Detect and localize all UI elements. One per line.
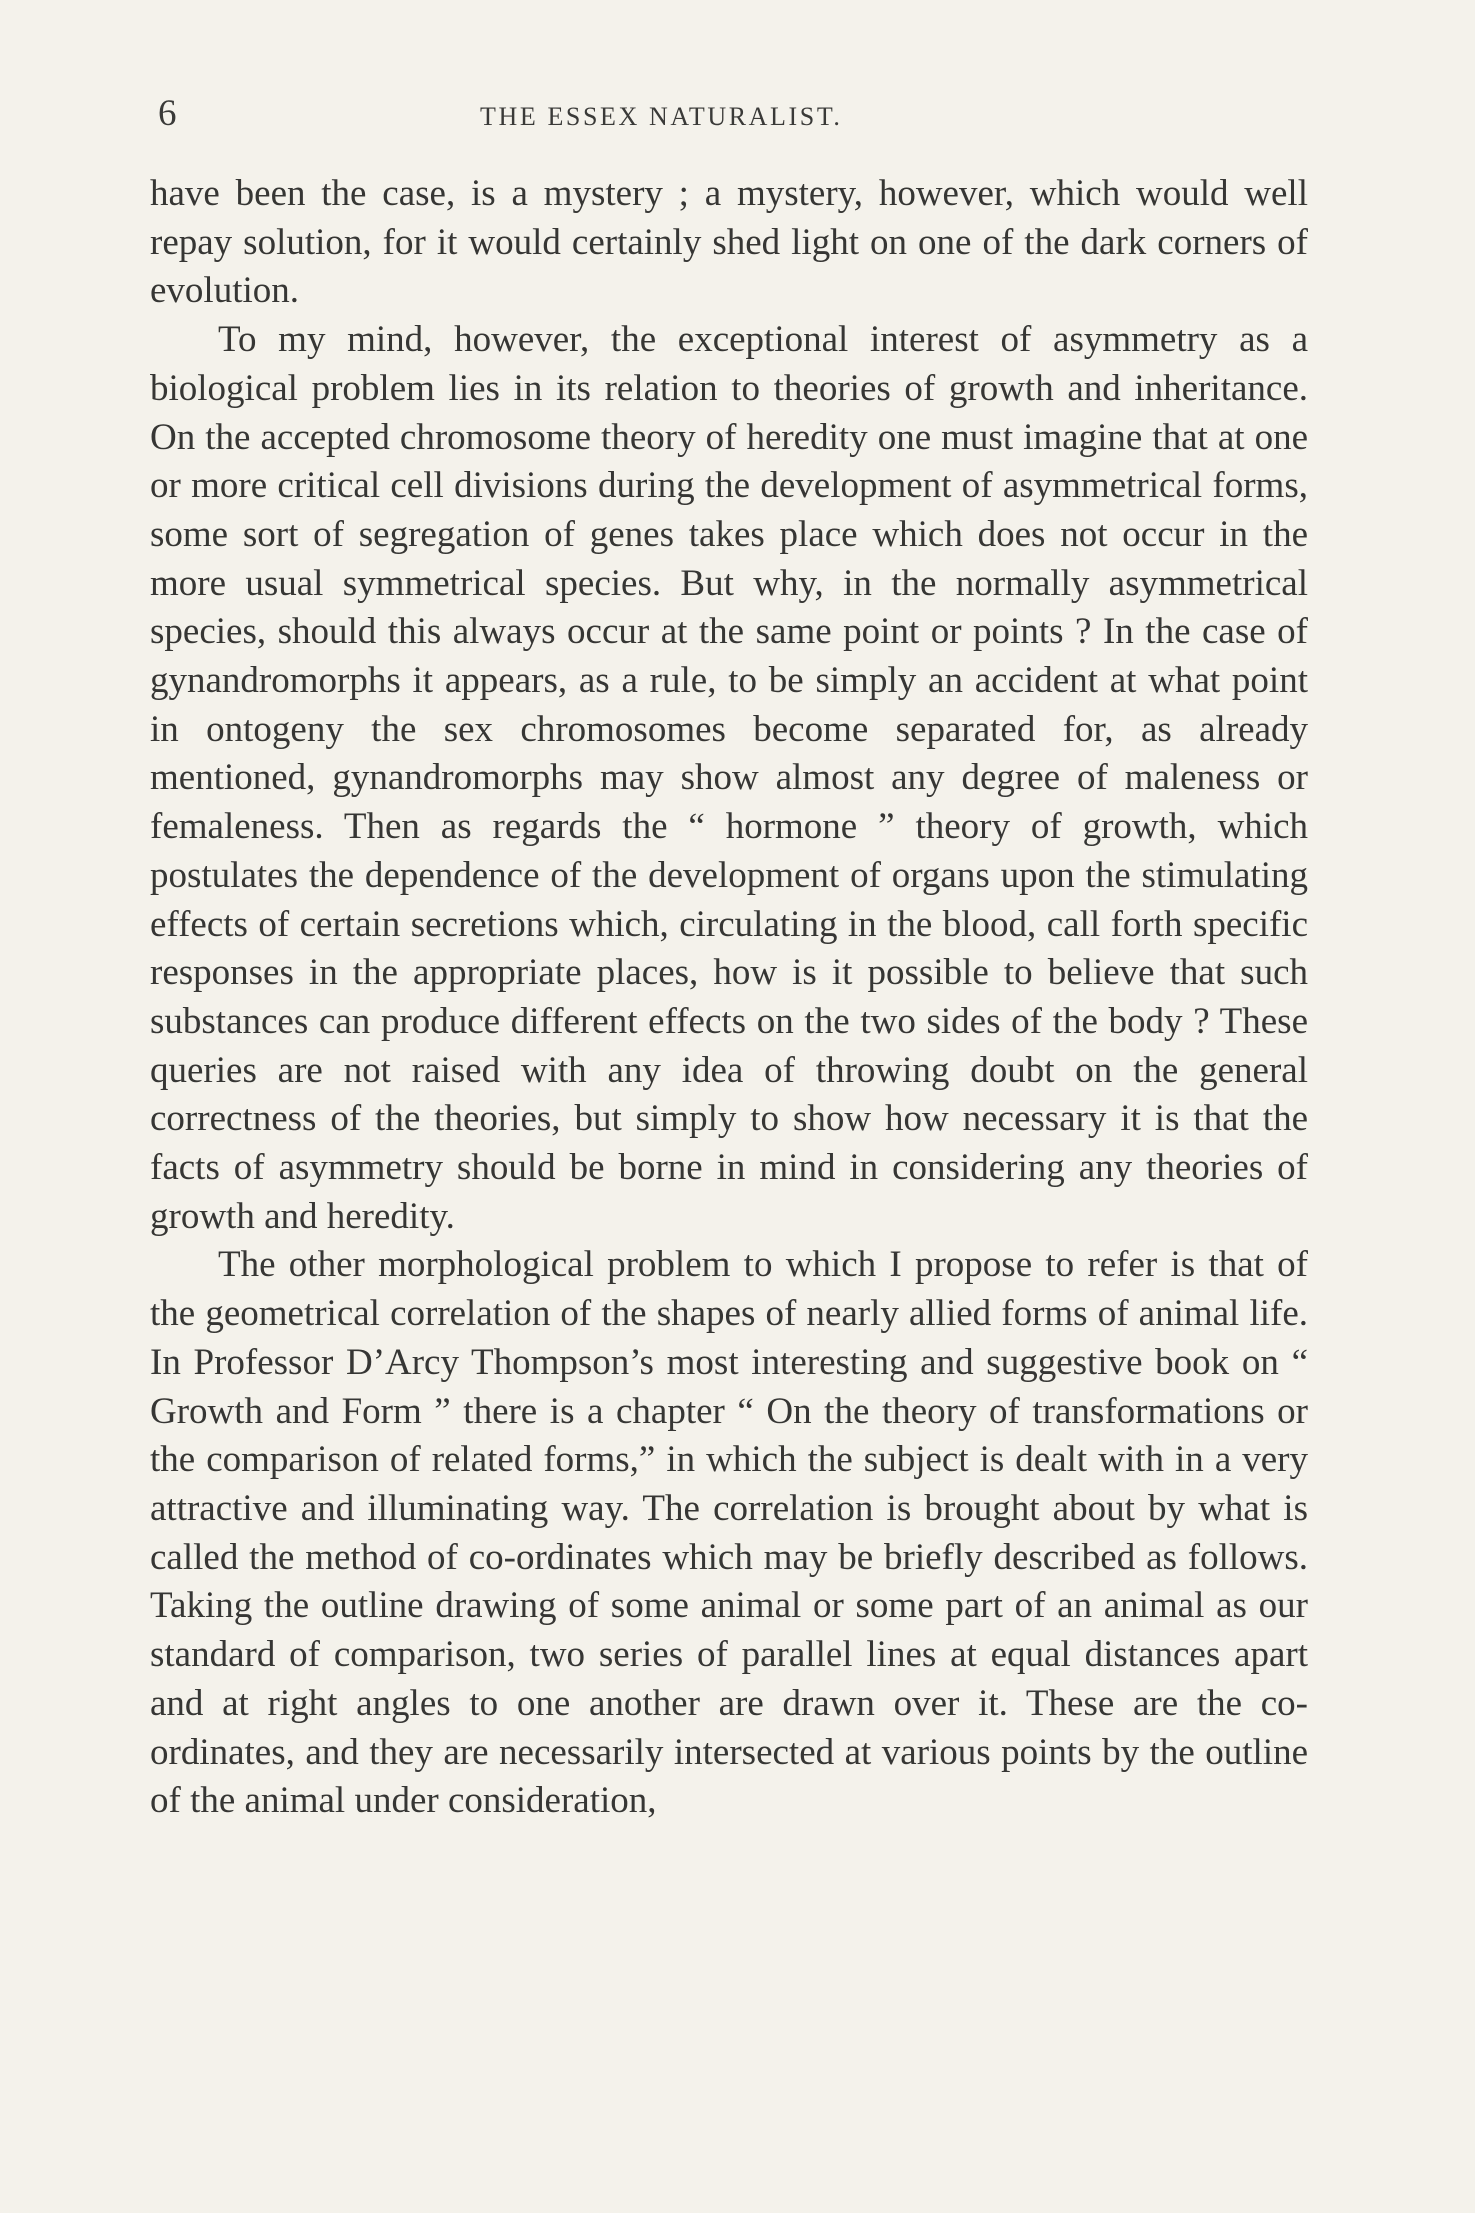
paragraph-asymmetry: To my mind, however, the exceptional interest of asymmetry as a biological problem lies in its relation to theories of growth and inheritance. On the accepted chromosome theory of heredity one must imagine that at one or more critical cell divisions during the development of asymmetrical forms, some sort of segregation of genes takes place which does not occur in the more usual symmetrical species. But why, in the normally asymmetrical species, should this always occur at the same point or points ? In the case of gynandromorphs it appears, as a rule, to be simply an accident at what point in ontogeny the sex chromosomes become separated for, as already mentioned, gynandromorphs may show almost any degree of maleness or femaleness. Then as regards the “ hormone ” theory of growth, which postulates the dependence of the development of organs upon the stimulating effects of certain secretions which, circulating in the blood, call forth specific responses in the appropriate places, how is it possible to believe that such substances can produce different effects on the two sides of the body ? These queries are not raised with any idea of throwing doubt on the general correctness of the theories, but simply to show how necessary it is that the facts of asymmetry should be borne in mind in considering any theories of growth and heredity. bbox=[150, 319, 1308, 1237]
page-header bbox=[150, 94, 1310, 144]
paragraph-continued: have been the case, is a mystery ; a mystery, however, which would well repay solution, for it would certainly shed light on one of the dark corners of evolution. bbox=[150, 173, 1308, 312]
paragraph-geometrical-correlation: The other morphological problem to which I propose to refer is that of the geometrical correlation of the shapes of nearly allied forms of animal life. In Professor D’Arcy Thompson’s most interesting and suggestive book on “ Growth and Form ” there is a chapter “ On the theory of transformations or the comparison of related forms,” in which the subject is dealt with in a very attractive and illuminating way. The correlation is brought about by what is called the method of co-ordinates which may be briefly described as follows. Taking the outline drawing of some animal or some part of an animal as our standard of comparison, two series of parallel lines at equal distances apart and at right angles to one another are drawn over it. These are the co-ordinates, and they are necessarily intersected at various points by the outline of the animal under consideration, bbox=[150, 1244, 1308, 1822]
running-head: THE ESSEX NATURALIST. bbox=[480, 102, 843, 131]
body-text bbox=[150, 170, 1308, 1826]
page-number: 6 bbox=[158, 93, 177, 134]
